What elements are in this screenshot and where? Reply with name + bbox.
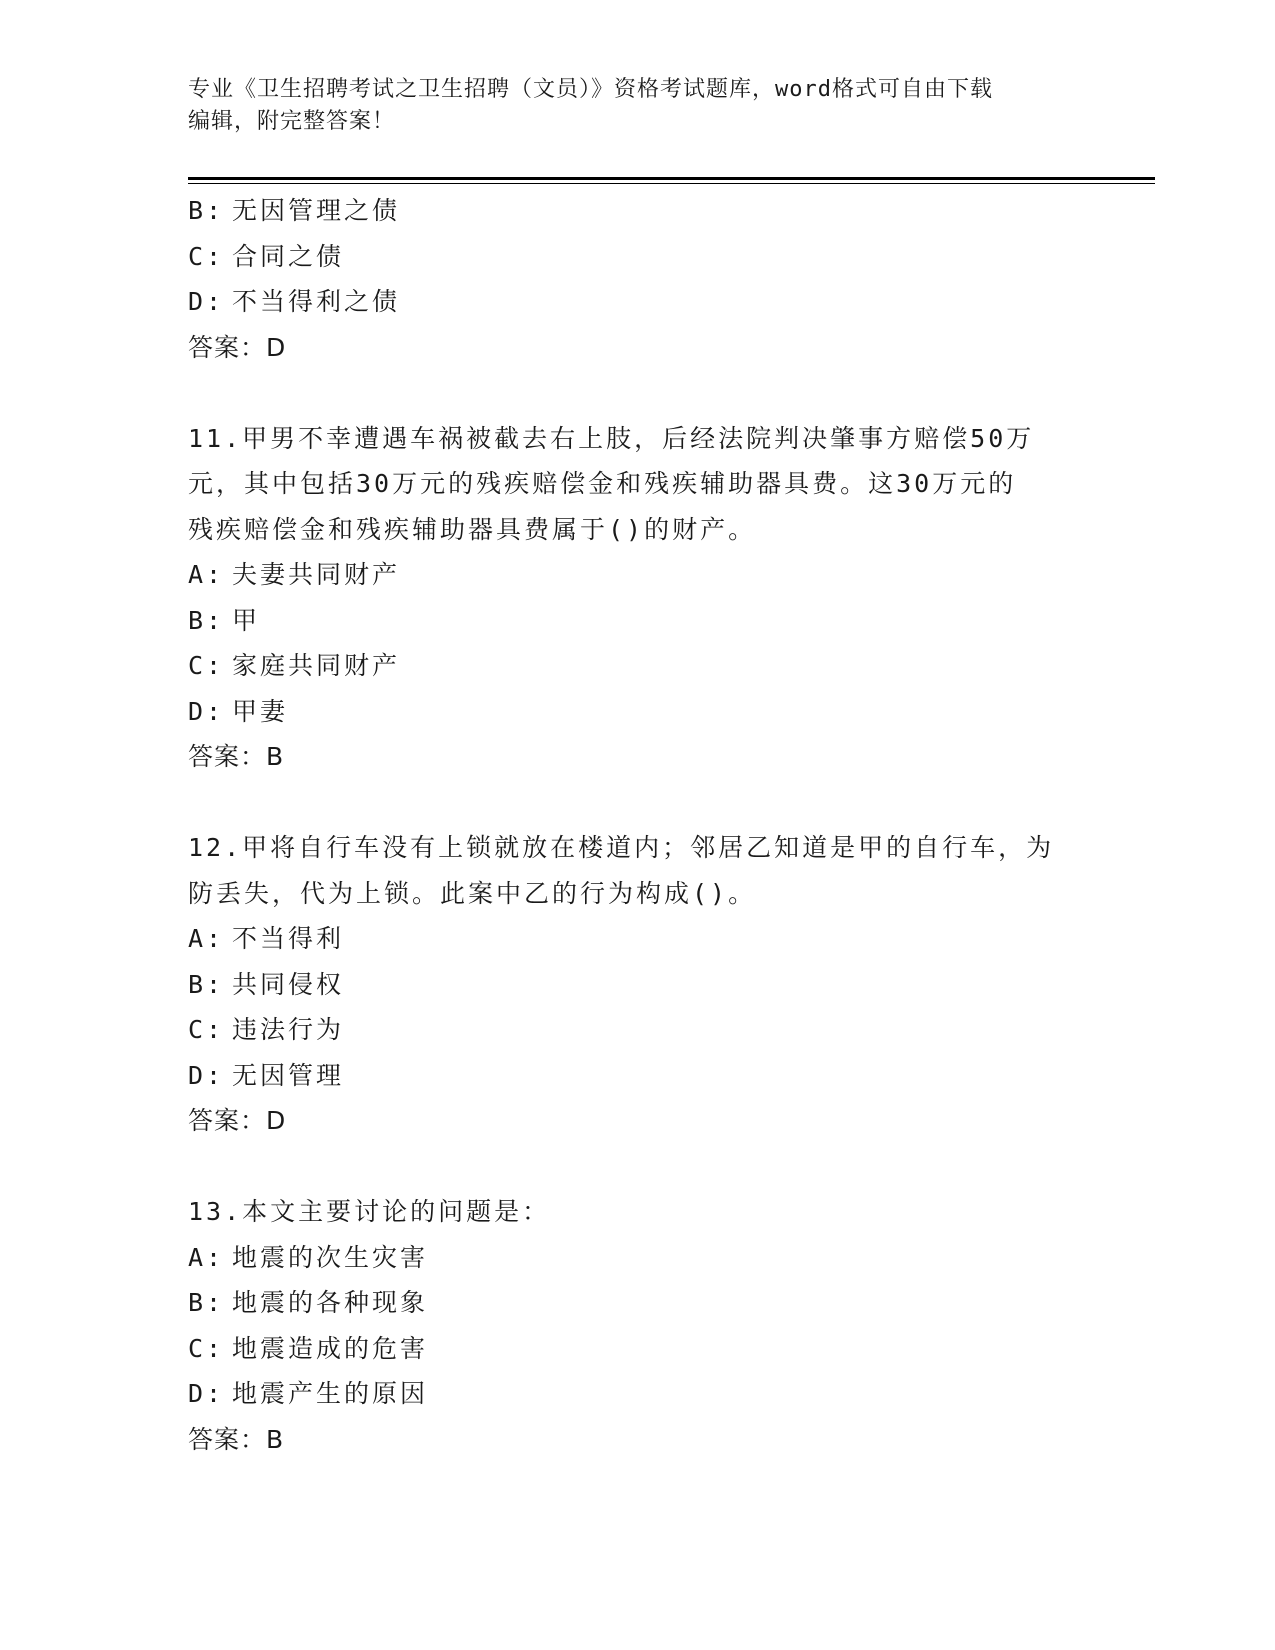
stem-line: 12.甲将自行车没有上锁就放在楼道内；邻居乙知道是甲的自行车，为 — [188, 833, 1055, 862]
stem-line: 11.甲男不幸遭遇车祸被截去右上肢，后经法院判决肇事方赔偿50万 — [188, 423, 1035, 453]
option-key: C: — [188, 241, 225, 271]
question-11 — [188, 416, 1068, 780]
option-key: B: — [188, 969, 225, 999]
question-10-tail — [188, 188, 1068, 370]
option-c — [188, 643, 1068, 689]
option-a — [188, 916, 1068, 962]
option-text: 地震产生的原因 — [232, 1379, 429, 1408]
option-key: A: — [188, 1242, 225, 1272]
option-a — [188, 552, 1068, 598]
option-key: B: — [188, 605, 225, 635]
option-key: D: — [188, 696, 225, 726]
option-key: A: — [188, 560, 225, 589]
option-key: D: — [188, 1060, 225, 1090]
question-stem — [188, 825, 1068, 916]
option-c — [188, 1326, 1068, 1372]
stem-line: 元，其中包括30万元的残疾赔偿金和残疾辅助器具费。这30万元的 — [188, 469, 1017, 498]
option-key: B: — [188, 196, 225, 225]
option-d — [188, 279, 1068, 325]
option-text: 共同侵权 — [232, 969, 345, 999]
option-key: C: — [188, 1015, 225, 1044]
option-key: B: — [188, 1288, 225, 1317]
question-stem — [188, 416, 1068, 553]
option-c — [188, 1007, 1068, 1053]
option-text: 不当得利 — [232, 924, 345, 953]
stem-line: 防丢失，代为上锁。此案中乙的行为构成()。 — [188, 878, 757, 908]
option-d — [188, 689, 1068, 735]
option-c — [188, 234, 1068, 280]
option-text: 无因管理 — [232, 1060, 345, 1090]
question-list — [188, 188, 1068, 1462]
option-text: 无因管理之债 — [232, 196, 401, 225]
header-divider-thick — [188, 177, 1155, 180]
option-key: D: — [188, 287, 225, 316]
option-d — [188, 1371, 1068, 1417]
option-key: C: — [188, 651, 225, 680]
header-line-2: 编辑，附完整答案！ — [188, 109, 396, 134]
answer-line: 答案：B — [188, 742, 285, 771]
option-text: 不当得利之债 — [232, 287, 401, 316]
question-stem — [188, 1189, 1068, 1235]
option-key: D: — [188, 1379, 225, 1408]
question-13 — [188, 1189, 1068, 1462]
option-a — [188, 1235, 1068, 1281]
stem-line: 13.本文主要讨论的问题是： — [188, 1197, 551, 1226]
question-spacer — [188, 780, 1068, 826]
option-b — [188, 1280, 1068, 1326]
header-line-1: 专业《卫生招聘考试之卫生招聘（文员）》资格考试题库，word格式可自由下载 — [188, 77, 993, 102]
answer-line: 答案：D — [188, 332, 287, 362]
option-key: A: — [188, 924, 225, 953]
option-key: C: — [188, 1333, 225, 1363]
answer-line: 答案：D — [188, 1106, 287, 1135]
question-12 — [188, 825, 1068, 1144]
option-text: 地震造成的危害 — [232, 1333, 429, 1363]
document-header — [188, 74, 1068, 138]
option-text: 甲 — [232, 605, 261, 635]
option-text: 合同之债 — [232, 241, 345, 271]
option-text: 甲妻 — [232, 696, 289, 726]
option-text: 地震的各种现象 — [232, 1288, 429, 1317]
option-b — [188, 188, 1068, 234]
option-d — [188, 1053, 1068, 1099]
answer-line: 答案：B — [188, 1424, 285, 1454]
option-text: 夫妻共同财产 — [232, 560, 401, 589]
question-spacer — [188, 370, 1068, 416]
option-text: 地震的次生灾害 — [232, 1242, 429, 1272]
stem-line: 残疾赔偿金和残疾辅助器具费属于()的财产。 — [188, 514, 757, 544]
option-b — [188, 962, 1068, 1008]
header-divider-thin — [188, 183, 1155, 184]
option-text: 家庭共同财产 — [232, 651, 401, 680]
question-spacer — [188, 1144, 1068, 1190]
option-b — [188, 598, 1068, 644]
option-text: 违法行为 — [232, 1015, 345, 1044]
